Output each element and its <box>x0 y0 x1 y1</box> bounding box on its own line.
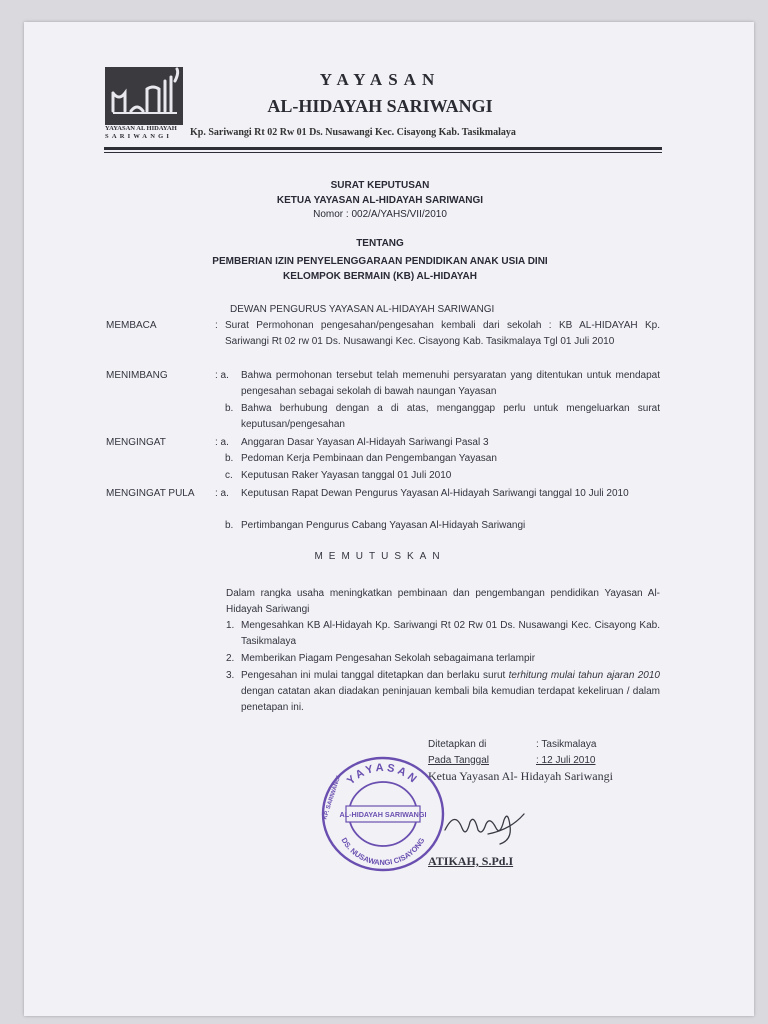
date-value: : 12 Juli 2010 <box>536 755 596 766</box>
letterhead-address: Kp. Sariwangi Rt 02 Rw 01 Ds. Nusawangi Kec. Cisayong Kab. Tasikmalaya <box>190 127 516 138</box>
logo-caption-line2: SARIWANGI <box>105 133 173 140</box>
letterhead-rule <box>104 147 662 150</box>
foundation-logo <box>105 67 183 125</box>
decision-text-3-italic: terhitung mulai tahun ajaran 2010 <box>508 670 660 681</box>
place-value: : Tasikmalaya <box>536 739 597 750</box>
letterhead-rule-thin <box>104 152 662 153</box>
label-mengingat: MENGINGAT <box>106 437 166 448</box>
mengingat-pula-text-a: Keputusan Rapat Dewan Pengurus Yayasan Al-Hidayah Sariwangi tanggal 10 Juli 2010 <box>241 488 629 499</box>
mengingat-marker-b: b. <box>225 453 234 464</box>
logo-caption <box>105 125 185 141</box>
decision-text-3-before: Pengesahan ini mulai tanggal ditetapkan dan berlaku surut <box>241 670 509 681</box>
decree-heading: SURAT KEPUTUSAN <box>330 180 430 191</box>
label-menimbang: MENIMBANG <box>106 370 168 381</box>
stamp-left-text: KP. SARIWANGI <box>322 775 343 821</box>
decision-text-2: Memberikan Piagam Pengesahan Sekolah sebagaimana terlampir <box>241 653 536 664</box>
decision-marker-2: 2. <box>226 653 235 664</box>
official-stamp <box>318 752 448 874</box>
menimbang-marker-b: b. <box>225 403 234 414</box>
decision-marker-1: 1. <box>226 620 235 631</box>
mengingat-marker-a: : a. <box>215 437 229 448</box>
stamp-top-text: YAYASAN <box>344 761 421 788</box>
stamp-bottom-text: DS. NUSAWANGI CISAYONG <box>339 836 427 868</box>
decision-marker-3: 3. <box>226 670 235 681</box>
svg-text:YAYASAN <box>345 762 421 787</box>
place-label: Ditetapkan di <box>428 739 487 750</box>
mengingat-pula-marker-a: : a. <box>215 488 229 499</box>
menimbang-text-b: Bahwa berhubung dengan a di atas, menganggap perlu untuk mengeluarkan surat keputusan/pengesahan <box>241 403 660 430</box>
decision-intro: Dalam rangka usaha meningkatkan pembinaan dan pengembangan pendidikan Yayasan Al-Hidayah Sariwangi <box>226 588 660 615</box>
mengingat-text-a: Anggaran Dasar Yayasan Al-Hidayah Sariwangi Pasal 3 <box>241 437 489 448</box>
decree-number: Nomor : 002/A/YAHS/VII/2010 <box>313 209 447 220</box>
letterhead-title: YAYASAN <box>319 70 441 89</box>
signer-position: Ketua Yayasan Al- Hidayah Sariwangi <box>428 769 613 783</box>
decision-text-1: Mengesahkan KB Al-Hidayah Kp. Sariwangi Rt 02 Rw 01 Ds. Nusawangi Kec. Cisayong Kab. Tasikmalaya <box>241 620 660 647</box>
mengingat-text-b: Pedoman Kerja Pembinaan dan Pengembangan Yayasan <box>241 453 497 464</box>
stamp-center-text: AL-HIDAYAH SARIWANGI <box>339 810 427 819</box>
date-label: Pada Tanggal <box>428 755 489 766</box>
decision-text-3-after: dengan catatan akan diadakan peninjauan kembali bila kemudian terdapat kekeliruan / dalam penetapan ini. <box>241 686 660 713</box>
label-mengingat-pula: MENGINGAT PULA <box>106 488 195 499</box>
signer-name: ATIKAH, S.Pd.I <box>428 854 514 868</box>
mengingat-pula-text-b: Pertimbangan Pengurus Cabang Yayasan Al-Hidayah Sariwangi <box>241 520 526 531</box>
decision-heading: MEMUTUSKAN <box>314 551 446 562</box>
about-line2: KELOMPOK BERMAIN (KB) AL-HIDAYAH <box>283 271 477 282</box>
menimbang-text-a: Bahwa permohonan tersebut telah memenuhi persyaratan yang ditentukan untuk mendapat pengesahan sebagai sekolah di bawah naungan Yayasan <box>241 370 660 397</box>
membaca-marker: : <box>215 320 218 331</box>
handwritten-signature <box>440 800 530 850</box>
mengingat-marker-c: c. <box>225 470 233 481</box>
mengingat-text-c: Keputusan Raker Yayasan tanggal 01 Juli 2010 <box>241 470 452 481</box>
decree-issuer: KETUA YAYASAN AL-HIDAYAH SARIWANGI <box>276 195 484 206</box>
decision-text-3 <box>241 668 660 716</box>
membaca-text: Surat Permohonan pengesahan/pengesahan kembali dari sekolah : KB AL-HIDAYAH Kp. Sariwangi Rt 02 rw 01 Ds. Nusawangi Kec. Cisayong Kab. Tasikmalaya Tgl 01 Juli 2010 <box>225 320 660 347</box>
label-membaca: MEMBACA <box>106 320 157 331</box>
menimbang-marker-a: : a. <box>215 370 229 381</box>
logo-caption-line1: YAYASAN AL HIDAYAH <box>105 125 177 132</box>
about-line1: PEMBERIAN IZIN PENYELENGGARAAN PENDIDIKAN ANAK USIA DINI <box>212 256 548 267</box>
board-line: DEWAN PENGURUS YAYASAN AL-HIDAYAH SARIWANGI <box>230 304 495 315</box>
letterhead-name: AL-HIDAYAH SARIWANGI <box>267 96 493 116</box>
about-label: TENTANG <box>356 238 404 249</box>
mengingat-pula-marker-b: b. <box>225 520 234 531</box>
